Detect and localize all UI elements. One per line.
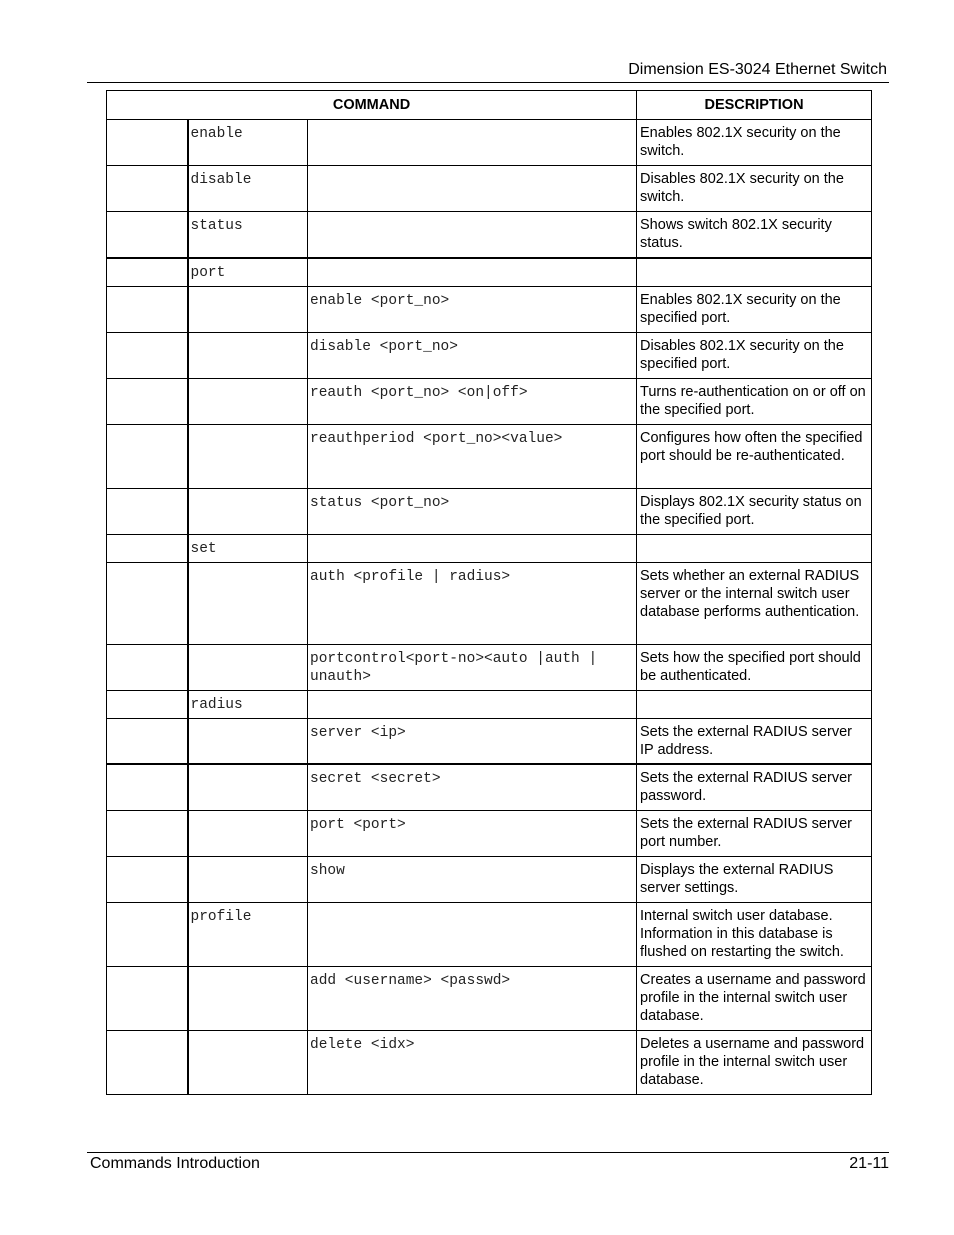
description-cell: Enables 802.1X security on the specified port.	[637, 286, 872, 332]
command-level1-cell	[107, 902, 188, 966]
command-level1-cell	[107, 1030, 188, 1094]
command-level2-cell	[188, 562, 308, 644]
description-cell: Sets the external RADIUS server port number.	[637, 810, 872, 856]
command-level2-cell	[188, 378, 308, 424]
description-cell: Disables 802.1X security on the specified port.	[637, 332, 872, 378]
command-level3-cell: show	[308, 856, 637, 902]
description-cell: Sets whether an external RADIUS server or the internal switch user database performs authentication.	[637, 562, 872, 644]
command-level3-cell: reauthperiod <port_no><value>	[308, 424, 637, 488]
command-level3-cell: server <ip>	[308, 718, 637, 764]
command-level1-cell	[107, 120, 188, 166]
command-level1-cell	[107, 718, 188, 764]
command-level1-cell	[107, 424, 188, 488]
table-row	[107, 332, 872, 378]
command-level3-cell: port <port>	[308, 810, 637, 856]
footer-rule	[87, 1152, 889, 1153]
description-column-header: DESCRIPTION	[637, 91, 872, 120]
command-level1-cell	[107, 212, 188, 258]
table-row	[107, 424, 872, 488]
table-row	[107, 212, 872, 258]
description-cell: Sets the external RADIUS server password.	[637, 764, 872, 810]
command-level1-cell	[107, 810, 188, 856]
command-level1-cell	[107, 258, 188, 287]
command-level2-cell	[188, 718, 308, 764]
command-level2-cell	[188, 764, 308, 810]
table-row	[107, 764, 872, 810]
table-row	[107, 690, 872, 718]
table-row	[107, 378, 872, 424]
command-level2-cell	[188, 286, 308, 332]
command-level2-cell: status	[188, 212, 308, 258]
header-rule	[87, 82, 889, 83]
command-column-header: COMMAND	[107, 91, 637, 120]
description-cell: Enables 802.1X security on the switch.	[637, 120, 872, 166]
table-row	[107, 562, 872, 644]
description-cell	[637, 258, 872, 287]
description-cell: Displays the external RADIUS server settings.	[637, 856, 872, 902]
command-level2-cell: port	[188, 258, 308, 287]
table-row	[107, 258, 872, 287]
table-row	[107, 534, 872, 562]
command-level2-cell: enable	[188, 120, 308, 166]
table-row	[107, 1030, 872, 1094]
command-level2-cell	[188, 644, 308, 690]
table-row	[107, 966, 872, 1030]
page-header-title: Dimension ES-3024 Ethernet Switch	[628, 61, 887, 78]
table-row	[107, 902, 872, 966]
command-level3-cell: enable <port_no>	[308, 286, 637, 332]
command-level2-cell: profile	[188, 902, 308, 966]
command-level3-cell	[308, 120, 637, 166]
command-level1-cell	[107, 562, 188, 644]
command-level2-cell: set	[188, 534, 308, 562]
command-level3-cell: auth <profile | radius>	[308, 562, 637, 644]
description-cell: Creates a username and password profile in the internal switch user database.	[637, 966, 872, 1030]
command-level1-cell	[107, 764, 188, 810]
command-level3-cell: add <username> <passwd>	[308, 966, 637, 1030]
command-level2-cell	[188, 488, 308, 534]
table-row	[107, 856, 872, 902]
table-row	[107, 488, 872, 534]
command-level2-cell	[188, 810, 308, 856]
command-level1-cell	[107, 166, 188, 212]
command-level3-cell: status <port_no>	[308, 488, 637, 534]
command-level3-cell: disable <port_no>	[308, 332, 637, 378]
command-level2-cell: disable	[188, 166, 308, 212]
command-level3-cell: reauth <port_no> <on|off>	[308, 378, 637, 424]
command-level1-cell	[107, 534, 188, 562]
command-level3-cell	[308, 534, 637, 562]
command-level2-cell	[188, 424, 308, 488]
command-level3-cell	[308, 902, 637, 966]
command-level2-cell: radius	[188, 690, 308, 718]
command-level1-cell	[107, 644, 188, 690]
table-row	[107, 810, 872, 856]
description-cell: Deletes a username and password profile in the internal switch user database.	[637, 1030, 872, 1094]
command-level1-cell	[107, 286, 188, 332]
description-cell	[637, 690, 872, 718]
command-level1-cell	[107, 378, 188, 424]
table-row	[107, 166, 872, 212]
command-level3-cell: secret <secret>	[308, 764, 637, 810]
table-header-row	[107, 91, 872, 120]
command-level3-cell	[308, 166, 637, 212]
command-level1-cell	[107, 966, 188, 1030]
description-cell: Internal switch user database. Information in this database is flushed on restarting the switch.	[637, 902, 872, 966]
command-level1-cell	[107, 488, 188, 534]
command-level3-cell	[308, 690, 637, 718]
command-level1-cell	[107, 690, 188, 718]
description-cell: Displays 802.1X security status on the specified port.	[637, 488, 872, 534]
footer-page-number: 21-11	[849, 1155, 889, 1172]
command-level1-cell	[107, 856, 188, 902]
command-level2-cell	[188, 966, 308, 1030]
command-level1-cell	[107, 332, 188, 378]
command-level3-cell: delete <idx>	[308, 1030, 637, 1094]
description-cell: Disables 802.1X security on the switch.	[637, 166, 872, 212]
command-table	[106, 90, 872, 1095]
command-level3-cell: portcontrol<port-no><auto |auth | unauth>	[308, 644, 637, 690]
table-row	[107, 718, 872, 764]
command-level3-cell	[308, 212, 637, 258]
description-cell: Shows switch 802.1X security status.	[637, 212, 872, 258]
description-cell: Configures how often the specified port should be re-authenticated.	[637, 424, 872, 488]
description-cell	[637, 534, 872, 562]
command-level2-cell	[188, 856, 308, 902]
footer-section-title: Commands Introduction	[90, 1155, 260, 1172]
command-level2-cell	[188, 1030, 308, 1094]
description-cell: Sets the external RADIUS server IP address.	[637, 718, 872, 764]
table-row	[107, 120, 872, 166]
command-level2-cell	[188, 332, 308, 378]
command-level3-cell	[308, 258, 637, 287]
description-cell: Turns re-authentication on or off on the specified port.	[637, 378, 872, 424]
description-cell: Sets how the specified port should be authenticated.	[637, 644, 872, 690]
table-row	[107, 644, 872, 690]
table-row	[107, 286, 872, 332]
